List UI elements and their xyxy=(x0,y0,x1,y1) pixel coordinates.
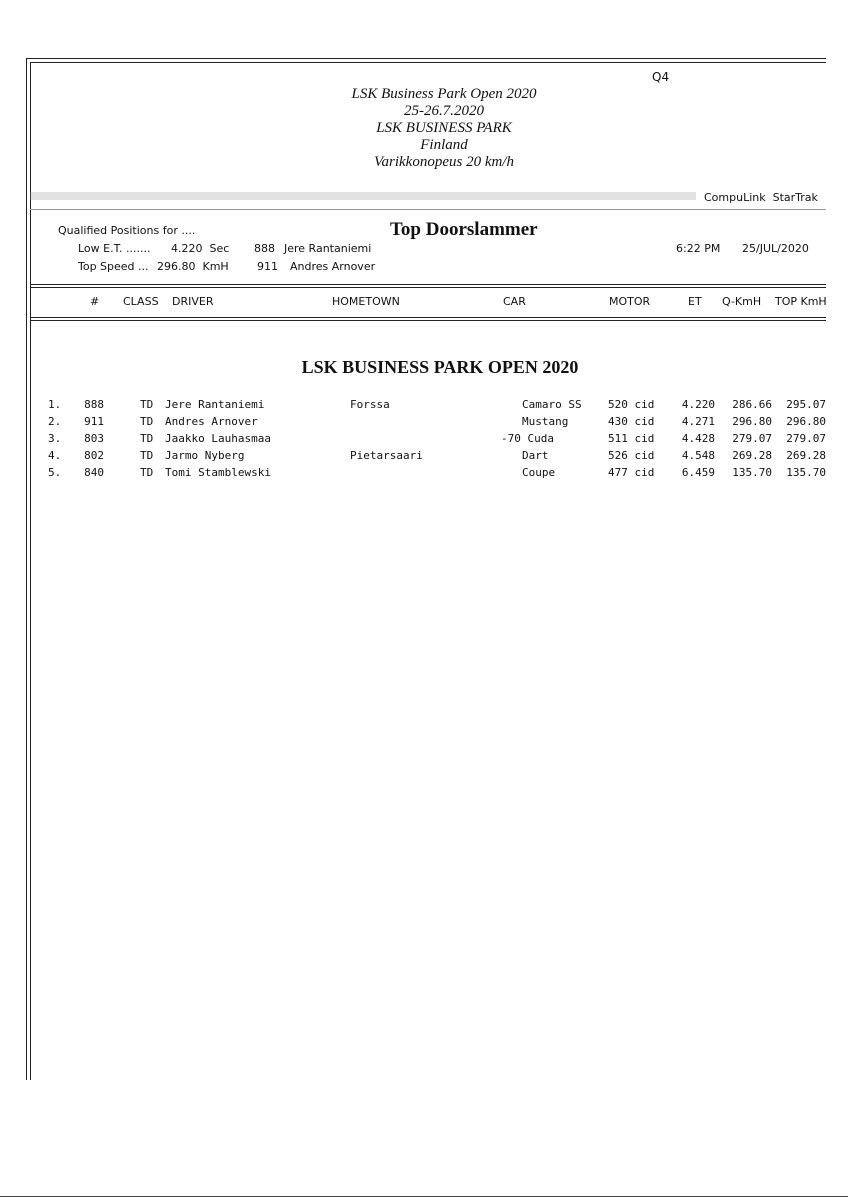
row-class: TD xyxy=(140,466,154,479)
row-motor: 520 cid xyxy=(608,398,655,411)
section-title: LSK BUSINESS PARK OPEN 2020 xyxy=(301,357,579,377)
row-class: TD xyxy=(140,415,154,428)
left-border-outer xyxy=(26,58,27,1080)
table-row xyxy=(0,449,848,466)
row-num: 888 xyxy=(84,398,104,411)
row-driver: Jarmo Nyberg xyxy=(165,449,245,462)
class-title: Top Doorslammer xyxy=(390,219,538,240)
col-hometown: HOMETOWN xyxy=(332,295,400,308)
row-qkmh: 135.70 xyxy=(732,466,772,479)
report-date: 25/JUL/2020 xyxy=(742,242,809,255)
row-hometown: Forssa xyxy=(350,398,390,411)
row-class: TD xyxy=(140,398,154,411)
row-qkmh: 286.66 xyxy=(732,398,772,411)
row-pos: 3. xyxy=(48,432,62,445)
row-car: Dart xyxy=(522,449,549,462)
event-venue: LSK BUSINESS PARK xyxy=(376,120,512,136)
row-motor: 526 cid xyxy=(608,449,655,462)
row-topkmh: 135.70 xyxy=(786,466,826,479)
software-credit: CompuLink StarTrak xyxy=(704,191,818,204)
top-speed-value: 296.80 KmH xyxy=(157,260,229,273)
col-class: CLASS xyxy=(123,295,159,308)
table-row xyxy=(0,398,848,415)
row-pos: 1. xyxy=(48,398,62,411)
row-et: 4.271 xyxy=(681,415,715,428)
row-et: 4.548 xyxy=(681,449,715,462)
row-et: 4.428 xyxy=(681,432,715,445)
col-num: # xyxy=(90,295,100,308)
colhead-top-line-1 xyxy=(30,284,826,285)
col-motor: MOTOR xyxy=(609,295,651,308)
colhead-bottom-line-2 xyxy=(30,320,826,321)
row-topkmh: 296.80 xyxy=(786,415,826,428)
row-et: 4.220 xyxy=(681,398,715,411)
row-driver: Jaakko Lauhasmaa xyxy=(165,432,271,445)
page-code: Q4 xyxy=(652,70,670,84)
table-row xyxy=(0,415,848,432)
row-driver: Tomi Stamblewski xyxy=(165,466,271,479)
row-class: TD xyxy=(140,449,154,462)
row-topkmh: 295.07 xyxy=(786,398,826,411)
left-border-inner xyxy=(30,62,31,1080)
top-speed-driver: Andres Arnover xyxy=(290,260,376,273)
row-driver: Andres Arnover xyxy=(165,415,258,428)
header-divider xyxy=(30,209,826,210)
row-car: Coupe xyxy=(522,466,556,479)
row-num: 840 xyxy=(84,466,104,479)
row-car: -70 Cuda xyxy=(501,432,554,445)
low-et-car: 888 xyxy=(254,242,275,255)
low-et-label: Low E.T. ....... xyxy=(78,242,151,255)
col-topkmh: TOP KmH xyxy=(775,295,827,308)
row-num: 802 xyxy=(84,449,104,462)
qualified-label: Qualified Positions for .... xyxy=(58,224,196,237)
row-driver: Jere Rantaniemi xyxy=(165,398,265,411)
colhead-bottom-line-1 xyxy=(30,317,826,318)
row-num: 911 xyxy=(84,415,104,428)
row-pos: 5. xyxy=(48,466,62,479)
row-qkmh: 279.07 xyxy=(732,432,772,445)
low-et-driver: Jere Rantaniemi xyxy=(284,242,372,255)
row-pos: 2. xyxy=(48,415,62,428)
row-topkmh: 279.07 xyxy=(786,432,826,445)
bottom-edge-line xyxy=(0,1196,848,1197)
pit-speed: Varikkonopeus 20 km/h xyxy=(374,154,514,170)
col-car: CAR xyxy=(503,295,526,308)
row-num: 803 xyxy=(84,432,104,445)
row-et: 6.459 xyxy=(681,466,715,479)
row-topkmh: 269.28 xyxy=(786,449,826,462)
top-border-inner xyxy=(30,62,826,63)
report-time: 6:22 PM xyxy=(676,242,721,255)
event-country: Finland xyxy=(420,137,468,153)
event-title: LSK Business Park Open 2020 xyxy=(351,86,537,102)
top-border-outer xyxy=(26,58,826,59)
dotted-separator xyxy=(30,192,696,200)
table-row xyxy=(0,432,848,449)
row-class: TD xyxy=(140,432,154,445)
row-motor: 511 cid xyxy=(608,432,655,445)
row-motor: 430 cid xyxy=(608,415,655,428)
event-dates: 25-26.7.2020 xyxy=(404,103,484,119)
colhead-top-line-2 xyxy=(30,287,826,288)
row-car: Mustang xyxy=(522,415,569,428)
row-qkmh: 269.28 xyxy=(732,449,772,462)
row-motor: 477 cid xyxy=(608,466,655,479)
row-pos: 4. xyxy=(48,449,62,462)
col-et: ET xyxy=(688,295,702,308)
col-qkmh: Q-KmH xyxy=(722,295,762,308)
low-et-value: 4.220 Sec xyxy=(171,242,230,255)
top-speed-label: Top Speed ... xyxy=(78,260,149,273)
top-speed-car: 911 xyxy=(257,260,278,273)
row-car: Camaro SS xyxy=(522,398,582,411)
row-hometown: Pietarsaari xyxy=(350,449,423,462)
row-qkmh: 296.80 xyxy=(732,415,772,428)
col-driver: DRIVER xyxy=(172,295,214,308)
table-row xyxy=(0,466,848,483)
